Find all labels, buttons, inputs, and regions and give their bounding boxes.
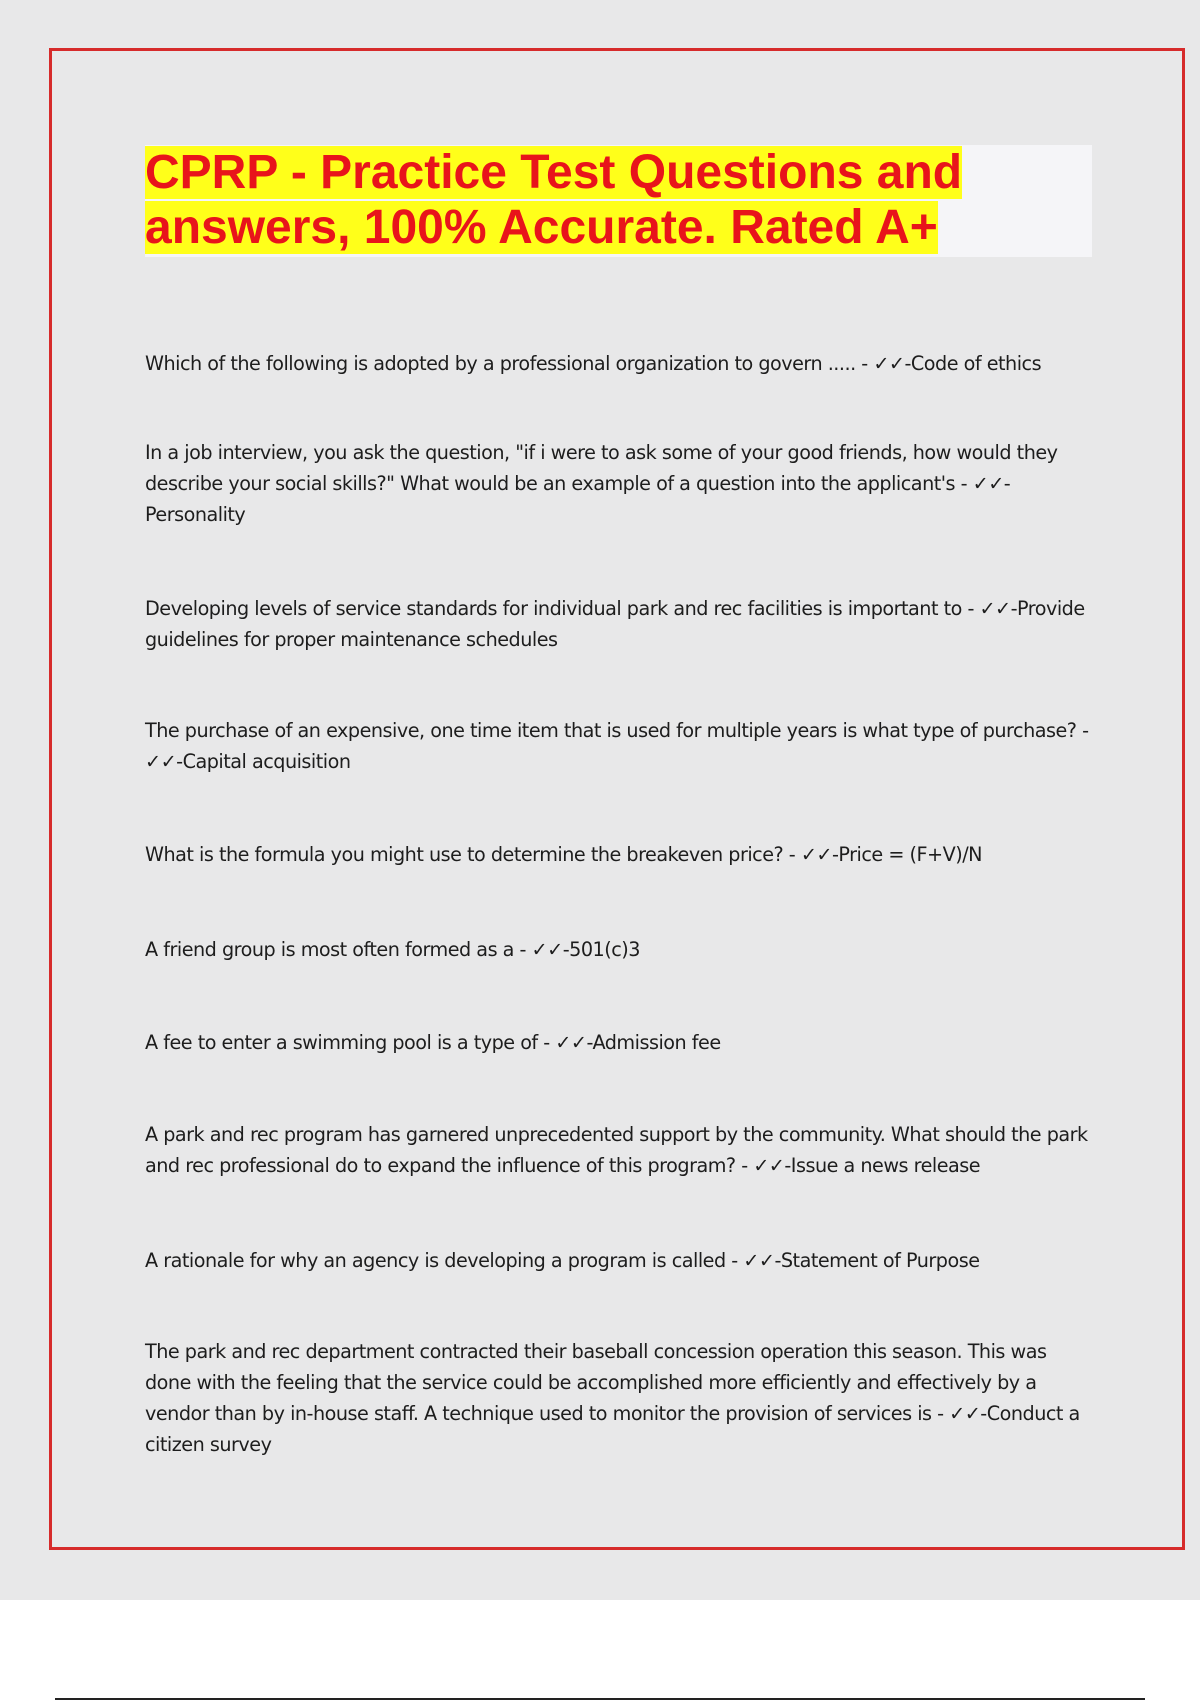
title-block [145, 145, 1092, 257]
page-border-frame [49, 48, 1185, 1550]
question-answer-item: A friend group is most often formed as a - ✓✓-501(c)3 [145, 938, 640, 961]
question-answer-item: A rationale for why an agency is developing a program is called - ✓✓-Statement of Purpose [145, 1249, 980, 1272]
question-answer-item: A fee to enter a swimming pool is a type of - ✓✓-Admission fee [145, 1031, 721, 1054]
question-answer-item: What is the formula you might use to determine the breakeven price? - ✓✓-Price = (F+V)/N [145, 843, 983, 866]
question-answer-item: Developing levels of service standards for individual park and rec facilities is important to - ✓✓-Provide guidelines for proper maintenance schedules [145, 597, 1085, 651]
title-line-1: CPRP - Practice Test Questions and [145, 146, 963, 199]
document-title [145, 145, 1092, 255]
question-answer-item: In a job interview, you ask the question, "if i were to ask some of your good friends, how would they describe your social skills?" What would be an example of a question into the applicant's - ✓✓-Personality [145, 441, 1058, 526]
question-answer-item: The purchase of an expensive, one time item that is used for multiple years is what type of purchase? - ✓✓-Capital acquisition [145, 719, 1089, 773]
title-line-2: answers, 100% Accurate. Rated A+ [145, 201, 938, 254]
question-answer-item: The park and rec department contracted their baseball concession operation this season. This was done with the feeling that the service could be accomplished more efficiently and effectively by a vendor than by in-house staff. A technique used to monitor the provision of services is - ✓✓-Conduct a citizen survey [145, 1340, 1080, 1456]
question-answer-item: Which of the following is adopted by a professional organization to govern ..... - ✓✓-Code of ethics [145, 352, 1042, 375]
question-answer-item: A park and rec program has garnered unprecedented support by the community. What should the park and rec professional do to expand the influence of this program? - ✓✓-Issue a news release [145, 1123, 1088, 1177]
